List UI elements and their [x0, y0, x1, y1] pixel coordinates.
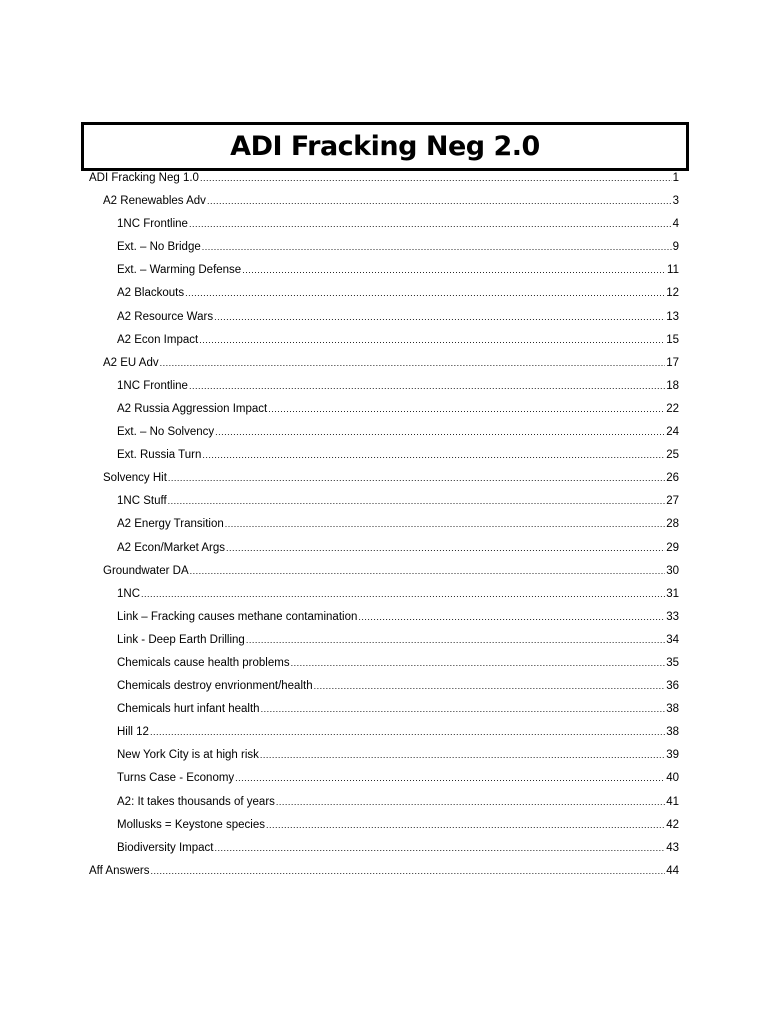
document-title-box	[81, 122, 689, 171]
toc-entry-label: Chemicals cause health problems	[117, 656, 290, 669]
toc-dot-leader	[215, 837, 666, 860]
toc-dot-leader	[185, 282, 665, 305]
toc-entry[interactable]	[89, 583, 679, 606]
document-title: ADI Fracking Neg 2.0	[230, 131, 540, 162]
toc-entry[interactable]	[89, 652, 679, 675]
toc-entry-page-number: 24	[666, 426, 679, 439]
toc-dot-leader	[261, 698, 666, 721]
toc-entry-page-number: 22	[666, 402, 679, 415]
toc-entry-label: Ext. – No Solvency	[117, 426, 215, 439]
toc-entry[interactable]	[89, 721, 679, 744]
toc-entry-label: Aff Answers	[89, 864, 150, 877]
toc-dot-leader	[189, 213, 672, 236]
toc-entry[interactable]	[89, 513, 679, 536]
toc-entry[interactable]	[89, 259, 679, 282]
toc-dot-leader	[199, 329, 665, 352]
toc-entry-label: Solvency Hit	[103, 472, 167, 485]
toc-dot-leader	[314, 675, 666, 698]
toc-entry[interactable]	[89, 606, 679, 629]
toc-entry-page-number: 17	[666, 356, 679, 369]
toc-entry[interactable]	[89, 352, 679, 375]
toc-entry-page-number: 39	[666, 749, 679, 762]
toc-entry-page-number: 35	[666, 656, 679, 669]
toc-entry-label: Ext. – No Bridge	[117, 241, 201, 254]
toc-entry-page-number: 15	[666, 333, 679, 346]
toc-dot-leader	[150, 721, 665, 744]
toc-dot-leader	[202, 236, 672, 259]
toc-entry-label: A2 Energy Transition	[117, 518, 224, 531]
toc-entry[interactable]	[89, 190, 679, 213]
toc-entry-page-number: 12	[666, 287, 679, 300]
toc-entry-label: Ext. Russia Turn	[117, 449, 202, 462]
toc-entry-label: Turns Case - Economy	[117, 772, 235, 785]
toc-entry-page-number: 40	[666, 772, 679, 785]
toc-entry[interactable]	[89, 282, 679, 305]
toc-entry[interactable]	[89, 837, 679, 860]
toc-dot-leader	[268, 398, 665, 421]
toc-entry[interactable]	[89, 213, 679, 236]
toc-entry-label: A2 Renewables Adv	[103, 195, 206, 208]
toc-entry-label: Groundwater DA	[103, 564, 189, 577]
toc-dot-leader	[215, 421, 665, 444]
toc-entry-page-number: 18	[666, 379, 679, 392]
toc-entry[interactable]	[89, 860, 679, 883]
toc-dot-leader	[141, 583, 665, 606]
toc-entry[interactable]	[89, 698, 679, 721]
toc-entry[interactable]	[89, 375, 679, 398]
toc-dot-leader	[226, 537, 665, 560]
toc-entry[interactable]	[89, 560, 679, 583]
toc-entry-label: 1NC Stuff	[117, 495, 167, 508]
toc-dot-leader	[200, 167, 672, 190]
toc-entry-label: Hill 12	[117, 726, 149, 739]
toc-entry-page-number: 29	[666, 541, 679, 554]
toc-entry-page-number: 9	[672, 241, 679, 254]
toc-entry-label: A2 EU Adv	[103, 356, 159, 369]
toc-entry-label: Link - Deep Earth Drilling	[117, 633, 245, 646]
toc-entry[interactable]	[89, 467, 679, 490]
toc-dot-leader	[266, 814, 665, 837]
toc-entry[interactable]	[89, 306, 679, 329]
toc-dot-leader	[168, 490, 666, 513]
toc-entry-page-number: 44	[666, 864, 679, 877]
toc-dot-leader	[276, 791, 665, 814]
toc-dot-leader	[202, 444, 665, 467]
toc-entry-page-number: 34	[666, 633, 679, 646]
toc-entry[interactable]	[89, 421, 679, 444]
toc-entry-page-number: 42	[666, 818, 679, 831]
toc-entry-label: Biodiversity Impact	[117, 841, 214, 854]
toc-dot-leader	[214, 306, 665, 329]
toc-entry-label: ADI Fracking Neg 1.0	[89, 172, 199, 184]
toc-entry-label: A2: It takes thousands of years	[117, 795, 275, 808]
toc-entry[interactable]	[89, 329, 679, 352]
toc-dot-leader	[190, 560, 666, 583]
toc-dot-leader	[189, 375, 665, 398]
toc-dot-leader	[260, 744, 665, 767]
toc-dot-leader	[242, 259, 666, 282]
toc-entry-label: A2 Resource Wars	[117, 310, 214, 323]
toc-entry-page-number: 31	[666, 587, 679, 600]
toc-entry-label: Chemicals destroy envrionment/health	[117, 680, 313, 693]
toc-entry-label: A2 Econ/Market Args	[117, 541, 226, 554]
toc-entry-page-number: 13	[666, 310, 679, 323]
toc-entry-label: Link – Fracking causes methane contamination	[117, 610, 358, 623]
toc-dot-leader	[291, 652, 666, 675]
toc-entry-label: Mollusks = Keystone species	[117, 818, 265, 831]
toc-entry-label: 1NC	[117, 587, 141, 600]
toc-entry-page-number: 38	[666, 726, 679, 739]
toc-entry[interactable]	[89, 398, 679, 421]
toc-entry[interactable]	[89, 767, 679, 790]
toc-entry[interactable]	[89, 629, 679, 652]
toc-entry-label: 1NC Frontline	[117, 218, 188, 231]
toc-entry[interactable]	[89, 791, 679, 814]
toc-dot-leader	[358, 606, 665, 629]
toc-dot-leader	[151, 860, 666, 883]
toc-entry-page-number: 3	[672, 195, 679, 208]
toc-entry[interactable]	[89, 236, 679, 259]
toc-dot-leader	[235, 767, 665, 790]
toc-entry-label: A2 Blackouts	[117, 287, 185, 300]
toc-entry[interactable]	[89, 537, 679, 560]
toc-entry[interactable]	[89, 675, 679, 698]
toc-entry[interactable]	[89, 814, 679, 837]
toc-entry[interactable]	[89, 167, 679, 190]
toc-dot-leader	[168, 467, 665, 490]
toc-entry-page-number: 27	[666, 495, 679, 508]
toc-entry-page-number: 11	[667, 264, 679, 277]
toc-entry[interactable]	[89, 490, 679, 513]
toc-entry[interactable]	[89, 444, 679, 467]
toc-entry-label: New York City is at high risk	[117, 749, 259, 762]
table-of-contents	[89, 167, 679, 883]
toc-entry-page-number: 38	[666, 703, 679, 716]
toc-entry-label: Ext. – Warming Defense	[117, 264, 242, 277]
toc-entry-label: A2 Russia Aggression Impact	[117, 402, 268, 415]
toc-entry-page-number: 26	[666, 472, 679, 485]
toc-entry-label: Chemicals hurt infant health	[117, 703, 260, 716]
toc-entry-page-number: 41	[666, 795, 679, 808]
toc-entry-page-number: 43	[666, 841, 679, 854]
toc-entry-page-number: 28	[666, 518, 679, 531]
toc-entry-page-number: 30	[666, 564, 679, 577]
toc-dot-leader	[246, 629, 665, 652]
toc-dot-leader	[160, 352, 666, 375]
toc-entry-page-number: 1	[672, 172, 679, 184]
toc-dot-leader	[207, 190, 672, 213]
toc-entry-page-number: 36	[666, 680, 679, 693]
toc-entry-page-number: 4	[672, 218, 679, 231]
toc-entry-page-number: 25	[666, 449, 679, 462]
toc-entry[interactable]	[89, 744, 679, 767]
toc-dot-leader	[225, 513, 665, 536]
toc-entry-label: A2 Econ Impact	[117, 333, 199, 346]
toc-entry-label: 1NC Frontline	[117, 379, 188, 392]
toc-entry-page-number: 33	[666, 610, 679, 623]
